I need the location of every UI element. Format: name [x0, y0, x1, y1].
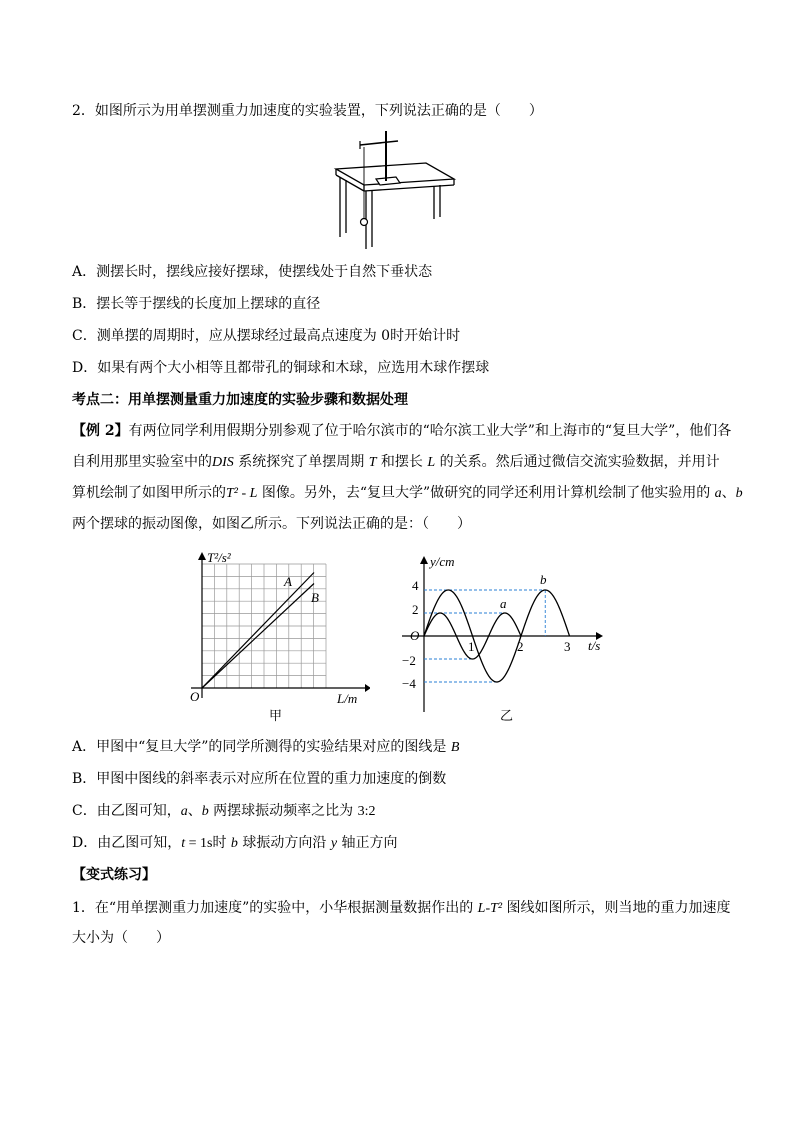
ex2-optd-mid: 时 — [212, 835, 231, 851]
ex2-optc-var-a: a — [180, 804, 188, 819]
ex2-line4: 两个摆球的振动图像，如图乙所示。下列说法正确的是：（ ） — [72, 516, 471, 532]
yi-ytick-neg4: −4 — [402, 676, 416, 691]
ex2-optc-ratio: 3:2 — [357, 804, 376, 819]
ex2-optd-var-y: y — [330, 836, 338, 851]
ex2-optc-var-b: b — [201, 804, 209, 819]
ex2-line2 — [72, 452, 720, 473]
jia-xlabel: L/m — [337, 691, 358, 706]
ex2-optd-var-b: b — [230, 836, 238, 851]
ex2-optc-mid: 两摆球振动频率之比为 — [208, 803, 358, 819]
ex2-text2d: 的关系。然后通过微信交流实验数据，并用计 — [435, 454, 720, 470]
ex2-opta-text: A．甲图中“复旦大学”的同学所测得的实验结果对应的图线是 — [72, 739, 451, 755]
v1-text1a: 1．在“用单摆测重力加速度”的实验中，小华根据测量数据作出的 — [72, 900, 478, 916]
ex2-option-a — [72, 737, 459, 758]
figure-yi-vibration-chart — [392, 552, 612, 724]
q2-option-a: A．测摆长时，摆线应接好摆球，使摆线处于自然下垂状态 — [72, 264, 433, 280]
ex2-option-b: B．甲图中图线的斜率表示对应所在位置的重力加速度的倒数 — [72, 771, 447, 787]
ex2-optd-eq: = 1s — [185, 836, 213, 851]
jia-x-arrow — [365, 684, 370, 692]
ex2-optd-text: D．由乙图可知， — [72, 835, 182, 851]
ex2-var-t: T — [368, 455, 377, 470]
pendulum-apparatus-figure — [330, 127, 462, 251]
yi-label-a: a — [500, 596, 507, 611]
jia-ylabel: T²/s² — [207, 550, 231, 565]
yi-origin: O — [410, 628, 420, 643]
ex2-text3c: 图像。另外，去“复旦大学”做研究的同学还利用计算机绘制了他实验用的 — [257, 485, 715, 501]
ex2-optd-var-t: t — [181, 836, 186, 851]
yi-xlabel: t/s — [588, 638, 601, 653]
ex2-text2a: 自利用那里实验室中的 — [72, 454, 212, 470]
ex2-var-l: L — [427, 455, 436, 470]
q2-option-c: C．测单摆的周期时，应从摆球经过最高点速度为 0时开始计时 — [72, 328, 461, 344]
yi-ylabel: y/cm — [430, 554, 455, 569]
yi-caption: 乙 — [500, 708, 514, 723]
jia-label-a: A — [284, 574, 292, 589]
ex2-option-c — [72, 801, 376, 822]
yi-y-arrow — [420, 556, 428, 564]
ex2-dis: DIS — [212, 455, 234, 470]
ex2-text2b: 系统探究了单摆周期 — [233, 454, 369, 470]
yi-ytick-neg2: −2 — [402, 653, 416, 668]
ex2-option-d — [72, 833, 398, 854]
q2-option-d: D．如果有两个大小相等且都带孔的铜球和木球，应选用木球作摆球 — [72, 360, 490, 376]
yi-ytick-2: 2 — [412, 602, 419, 617]
v1-lt: L-T² — [477, 901, 503, 916]
q2-stem: 2．如图所示为用单摆测重力加速度的实验装置，下列说法正确的是（ ） — [72, 103, 543, 119]
ex2-sep: 、 — [721, 485, 736, 501]
ex2-optc-text: C．由乙图可知， — [72, 803, 181, 819]
ex2-optc-sep: 、 — [187, 803, 202, 819]
figure-jia-t2-l-chart — [185, 548, 370, 724]
kaodian-2-heading: 考点二：用单摆测量重力加速度的实验步骤和数据处理 — [72, 392, 408, 408]
yi-xtick-3: 3 — [564, 639, 571, 654]
jia-series-a-line — [202, 573, 314, 689]
ex2-var-b: b — [735, 486, 743, 501]
ex2-text1: 有两位同学利用假期分别参观了位于哈尔滨市的“哈尔滨工业大学”和上海市的“复旦大学”，他们各 — [128, 423, 732, 439]
ex2-optd-mid2: 球振动方向沿 — [237, 835, 331, 851]
jia-series-b-line — [202, 584, 314, 689]
jia-y-arrow — [198, 552, 206, 560]
yi-xtick-1: 1 — [468, 639, 475, 654]
ex2-optd-end: 轴正方向 — [337, 835, 398, 851]
ex2-tag: 【例 2】 — [72, 423, 129, 439]
ex2-opta-var: B — [450, 740, 460, 755]
v1-text1b: 图线如图所示，则当地的重力加速度 — [502, 900, 731, 916]
variant-practice-title: 【变式练习】 — [72, 867, 156, 883]
ex2-line1 — [72, 421, 731, 441]
ex2-var-a: a — [714, 486, 722, 501]
ex2-line3 — [72, 483, 743, 504]
ex2-text2c: 和摆长 — [376, 454, 428, 470]
ex2-text3a: 算机绘制了如图甲所示的 — [72, 485, 226, 501]
jia-caption: 甲 — [269, 708, 283, 723]
v1-line2: 大小为（ ） — [72, 930, 170, 946]
jia-origin: O — [190, 689, 200, 704]
v1-line1 — [72, 898, 731, 919]
q2-option-b: B．摆长等于摆线的长度加上摆球的直径 — [72, 296, 321, 312]
ex2-t2l: T² - L — [226, 486, 258, 501]
yi-xtick-2: 2 — [517, 639, 524, 654]
yi-label-b: b — [540, 572, 547, 587]
jia-label-b: B — [311, 590, 319, 605]
yi-ytick-4: 4 — [412, 578, 419, 593]
